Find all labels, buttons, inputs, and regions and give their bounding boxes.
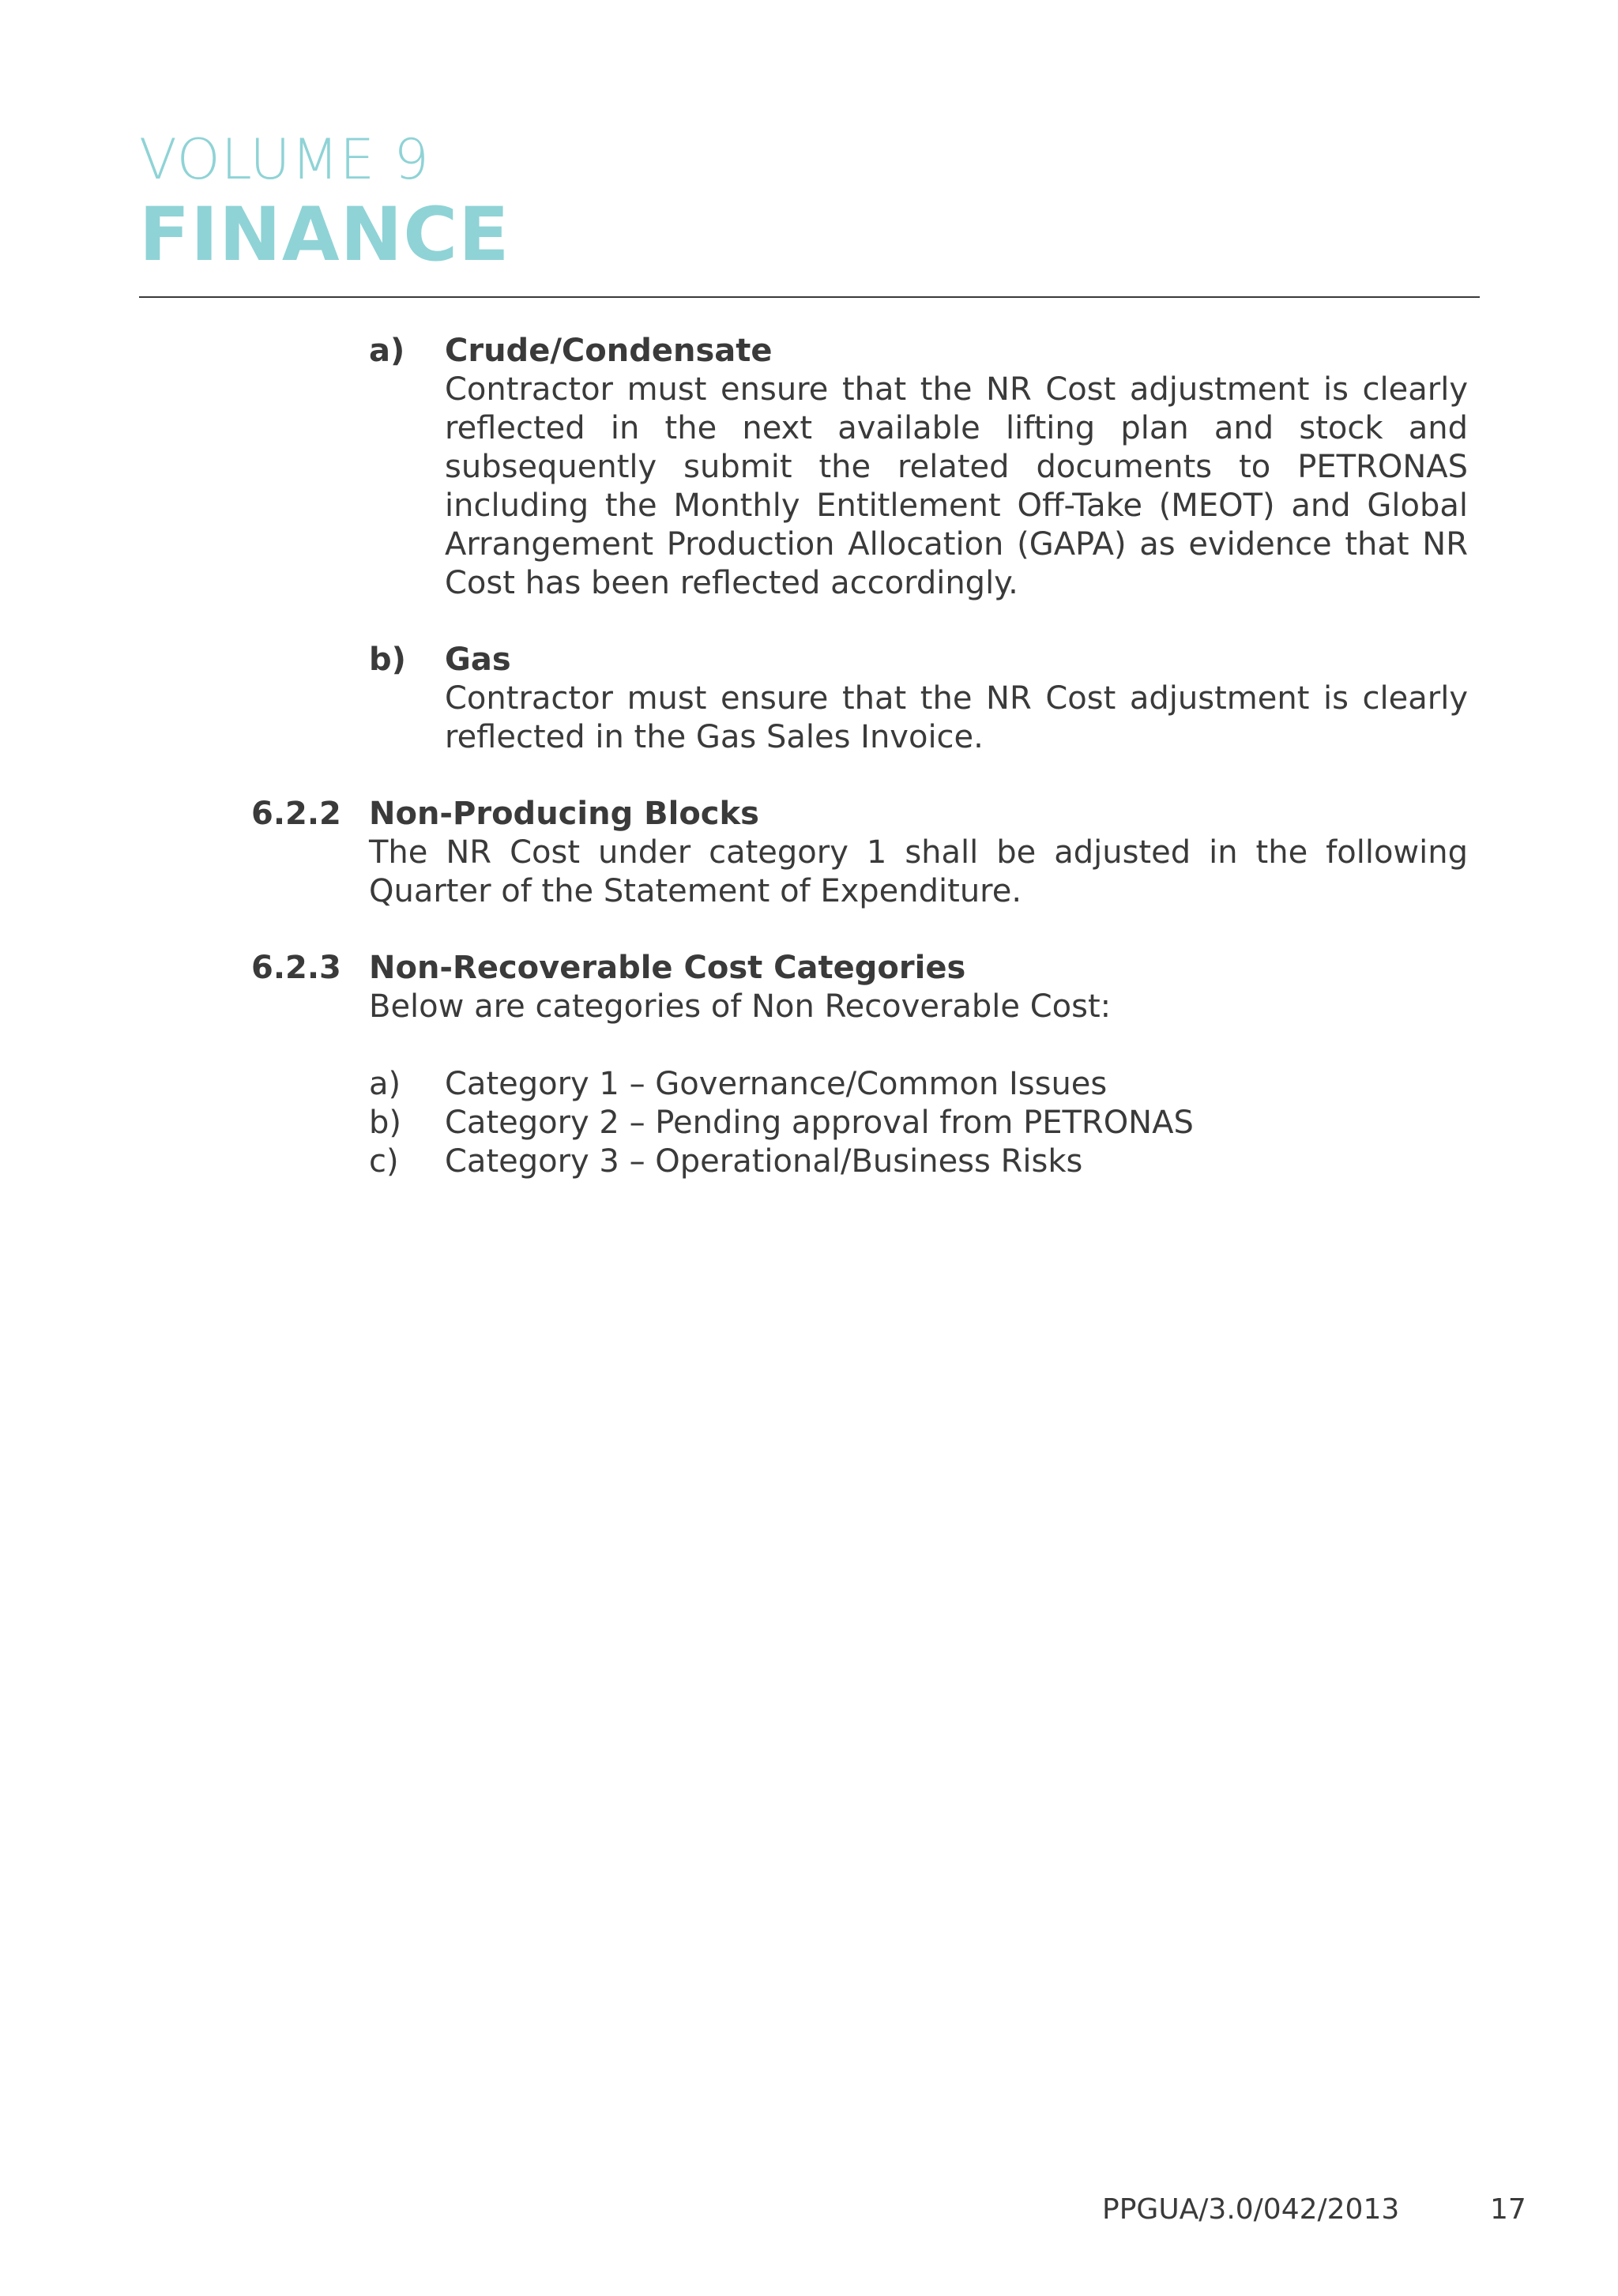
volume-label: VOLUME 9 xyxy=(139,127,430,192)
item-b xyxy=(445,641,1468,757)
category-marker: b) xyxy=(369,1105,401,1141)
section-622-number: 6.2.2 xyxy=(251,796,341,832)
document-code: PPGUA/3.0/042/2013 xyxy=(1102,2193,1400,2226)
section-623-number: 6.2.3 xyxy=(251,950,341,986)
page-header xyxy=(139,126,510,278)
section-title: FINANCE xyxy=(139,192,510,278)
category-marker: c) xyxy=(369,1143,399,1180)
item-a-text: Contractor must ensure that the NR Cost adjustment is clearly reflected in the next available lifting plan and stock and subsequently submit the related documents to PETRONAS including the Monthly Entitlement Off-Take (MEOT) and Global Arrangement Production Allocation (GAPA) as evidence that NR Cost has been reflected accordingly. xyxy=(445,371,1468,601)
category-item: Category 3 – Operational/Business Risks xyxy=(445,1143,1083,1180)
section-623-title: Non-Recoverable Cost Categories xyxy=(369,950,966,986)
item-b-marker: b) xyxy=(369,642,406,678)
category-marker: a) xyxy=(369,1066,401,1102)
header-divider xyxy=(139,296,1480,298)
item-a-title: Crude/Condensate xyxy=(445,333,773,369)
item-a-marker: a) xyxy=(369,333,405,369)
section-623 xyxy=(369,949,1468,1026)
item-a xyxy=(445,332,1468,603)
section-622-title: Non-Producing Blocks xyxy=(369,796,759,832)
section-622 xyxy=(369,795,1468,911)
section-623-text: Below are categories of Non Recoverable Cost: xyxy=(369,988,1112,1025)
section-622-text: The NR Cost under category 1 shall be adjusted in the following Quarter of the Statement of Expenditure. xyxy=(369,834,1468,909)
item-b-title: Gas xyxy=(445,642,511,678)
category-item: Category 1 – Governance/Common Issues xyxy=(445,1066,1108,1102)
item-b-text: Contractor must ensure that the NR Cost adjustment is clearly reflected in the Gas Sales Invoice. xyxy=(445,680,1468,755)
page-number: 17 xyxy=(1490,2193,1526,2226)
category-item: Category 2 – Pending approval from PETRONAS xyxy=(445,1105,1194,1141)
